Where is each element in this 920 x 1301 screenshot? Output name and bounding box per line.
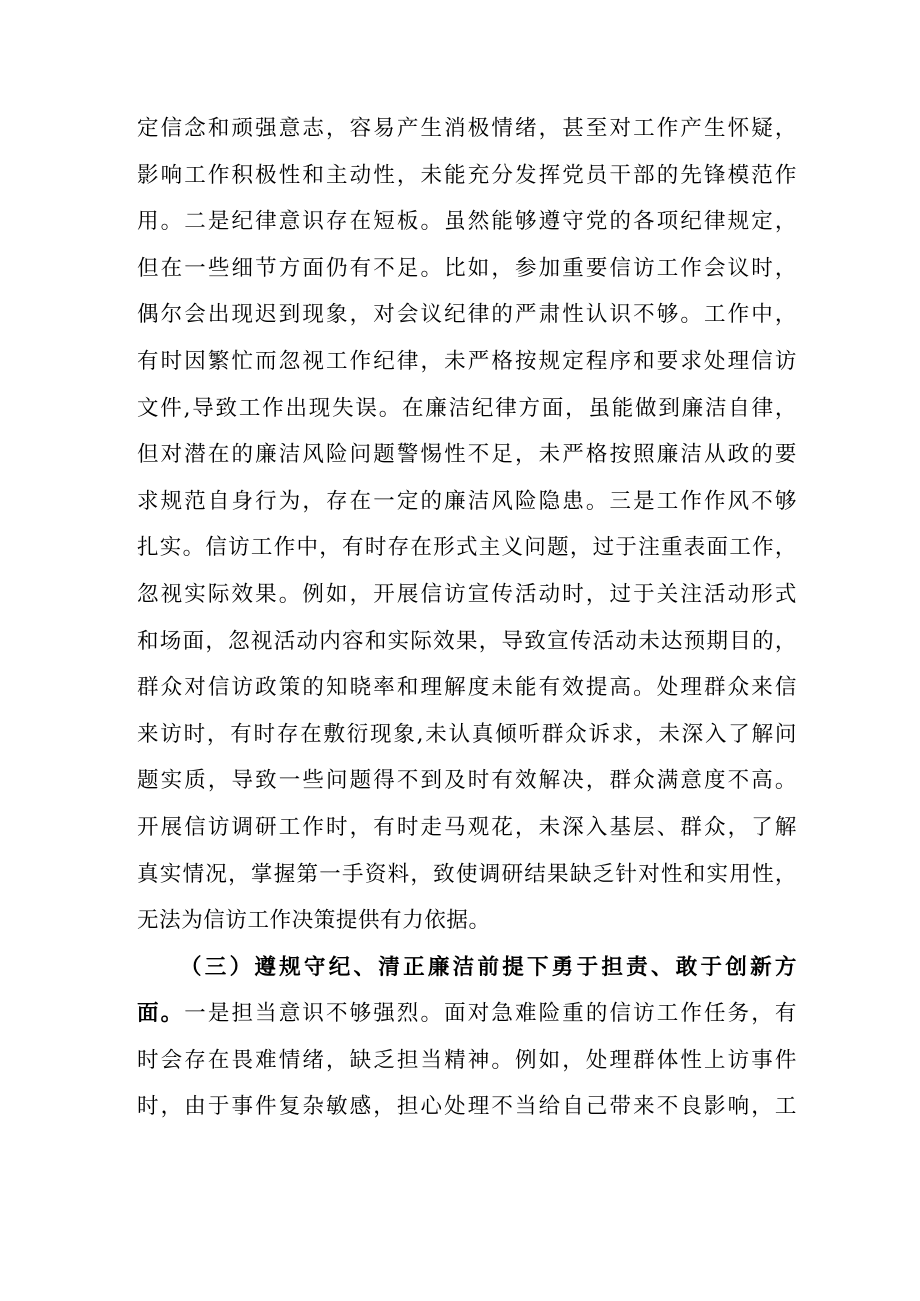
section-text-line: 时，由于事件复杂敏感，担心处理不当给自己带来不良影响，工 <box>137 1094 797 1120</box>
document-body <box>137 106 797 1131</box>
text-line: 来访时，有时存在敷衍现象,未认真倾听群众诉求，未深入了解问 <box>137 721 797 747</box>
text-line: 扎实。信访工作中，有时存在形式主义问题，过于注重表面工作， <box>137 535 797 561</box>
text-line: 题实质，导致一些问题得不到及时有效解决，群众满意度不高。 <box>137 768 797 794</box>
section-heading: （三）遵规守纪、清正廉洁前提下勇于担责、敢于创新方 <box>180 954 797 980</box>
text-line: 但在一些细节方面仍有不足。比如，参加重要信访工作会议时， <box>137 255 797 281</box>
section-text-line <box>137 991 797 1038</box>
text-line: 真实情况，掌握第一手资料，致使调研结果缺乏针对性和实用性， <box>137 861 797 887</box>
text-line: 定信念和顽强意志，容易产生消极情绪，甚至对工作产生怀疑， <box>137 116 797 141</box>
text-line: 求规范自身行为，存在一定的廉洁风险隐患。三是工作作风不够 <box>137 488 797 514</box>
text-line: 偶尔会出现迟到现象，对会议纪律的严肃性认识不够。工作中， <box>137 302 797 328</box>
section-text: 一是担当意识不够强烈。面对急难险重的信访工作任务，有 <box>184 1001 798 1027</box>
paragraph-end-line: 无法为信访工作决策提供有力依据。 <box>137 908 491 934</box>
text-line: 但对潜在的廉洁风险问题警惕性不足，未严格按照廉洁从政的要 <box>137 442 797 468</box>
text-line: 开展信访调研工作时，有时走马观花，未深入基层、群众，了解 <box>137 814 797 840</box>
text-line: 用。二是纪律意识存在短板。虽然能够遵守党的各项纪律规定， <box>137 209 797 235</box>
section-heading-end: 面。 <box>137 1001 185 1027</box>
text-line: 文件,导致工作出现失误。在廉洁纪律方面，虽能做到廉洁自律， <box>137 395 797 421</box>
text-line: 有时因繁忙而忽视工作纪律，未严格按规定程序和要求处理信访 <box>137 348 797 374</box>
text-line: 忽视实际效果。例如，开展信访宣传活动时，过于关注活动形式 <box>137 581 797 607</box>
text-line: 影响工作积极性和主动性，未能充分发挥党员干部的先锋模范作 <box>137 162 797 188</box>
text-line: 群众对信访政策的知晓率和理解度未能有效提高。处理群众来信 <box>137 675 797 701</box>
text-line: 和场面，忽视活动内容和实际效果，导致宣传活动未达预期目的， <box>137 628 797 654</box>
section-text-line: 时会存在畏难情绪，缺乏担当精神。例如，处理群体性上访事件 <box>137 1047 797 1073</box>
section-heading-line <box>137 945 797 992</box>
